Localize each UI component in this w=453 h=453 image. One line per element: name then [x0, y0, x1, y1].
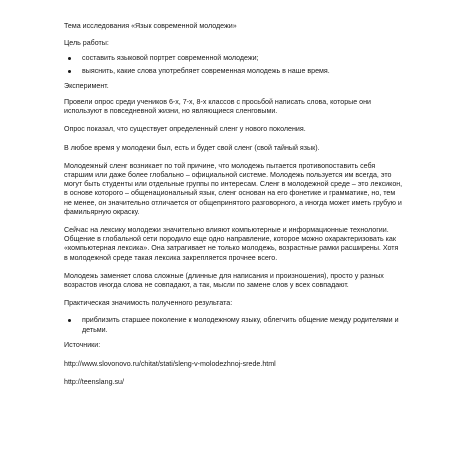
bullet-icon — [68, 57, 71, 60]
paragraph-replace: Молодежь заменяет слова сложные (длинные для написания и произношения), просто у разных возрастов иногда слова не совпадают, а так, мысли по замене слов у всех совпадают. — [64, 271, 384, 290]
any-time-text: В любое время у молодежи был, есть и будет свой сленг (свой тайный язык). — [64, 143, 320, 152]
goals-list — [64, 54, 403, 75]
goal-text: составить языковой портрет современной молодежи; — [82, 54, 259, 63]
sources-label: Источники: — [64, 340, 101, 349]
goal-label: Цель работы: — [64, 39, 109, 48]
significance-item — [64, 316, 403, 334]
goal-item — [64, 67, 403, 76]
significance-list — [64, 316, 403, 334]
bullet-icon — [68, 319, 71, 322]
source-link[interactable]: http://teenslang.su/ — [64, 378, 124, 387]
paragraph-slang: Молодежный сленг возникает по той причине, что молодежь пытается противопоставить себя старшим или даже более глобально – официальной системе. Молодежь пользуется им всегда, это могут быть студенты или отдельные группы по интересам. Сленг в молодежной среде – это лексикон, в основе которого – общенациональный язык, сленг основан на его фонетике и грамматике, но, тем не менее, он значительно отличается от общепринятого разговорного, а иногда может иметь грубую и фамильярную окраску. — [64, 161, 403, 216]
significance-label: Практическая значимость полученного результата: — [64, 299, 233, 308]
source-link[interactable]: http://www.slovonovo.ru/chitat/stati/sleng-v-molodezhnoj-srede.html — [64, 360, 276, 369]
survey-result: Опрос показал, что существует определенный сленг у нового поколения. — [64, 125, 306, 134]
significance-text: приблизить старшее поколение к молодежному языку, облегчить общение между родителями и детьми. — [82, 316, 399, 334]
paragraph-computer: Сейчас на лексику молодежи значительно влияют компьютерные и информационные технологии. Общение в глобальной сети породило еще одно направление, которое можно охарактеризовать как «компьютерная лексика». Она затрагивает не только молодежь, возрастные рамки расширены. Хотя в молодежной среде такая лексика закрепляется прочнее всего. — [64, 226, 399, 262]
goal-text: выяснить, какие слова употребляет современная молодежь в наше время. — [82, 66, 330, 75]
bullet-icon — [68, 70, 71, 73]
goal-item — [64, 54, 403, 63]
experiment-text: Провели опрос среди учеников 6-х, 7-х, 8-х классов с просьбой написать слова, которые они используют в повседневной жизни, но являющиеся сленговыми. — [64, 98, 371, 116]
experiment-label: Эксперимент. — [64, 81, 109, 90]
document-title: Тема исследования «Язык современной молодежи» — [64, 22, 237, 30]
